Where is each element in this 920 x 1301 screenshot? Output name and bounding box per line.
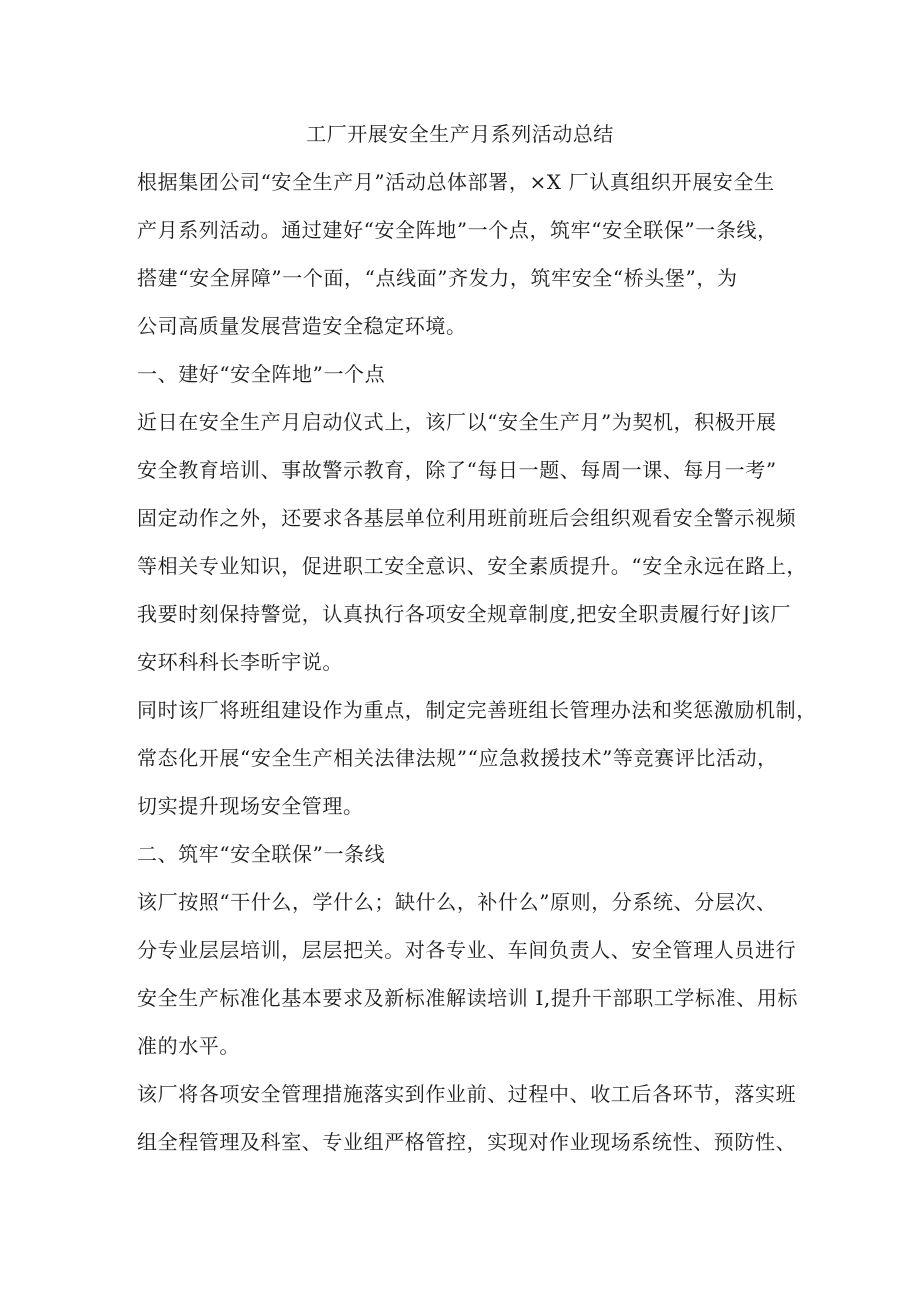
text-line: 组全程管理及科室、专业组严格管控，实现对作业现场系统性、预防性、 [137, 1130, 797, 1154]
text-line: 安全教育培训、事故警示教育，除了“每日一题、每周一课、每月一考” [137, 458, 777, 482]
text-line: 固定动作之外，还要求各基层单位利用班前班后会组织观看安全警示视频 [137, 506, 797, 530]
text-line: 等相关专业知识，促进职工安全意识、安全素质提升。“安全永远在路上， [137, 554, 808, 578]
section2-paragraph-2 [137, 1070, 797, 1166]
text-line: 产月系列活动。通过建好“安全阵地”一个点，筑牢“安全联保”一条线， [137, 218, 778, 242]
intro-paragraph [137, 158, 797, 350]
text-line: 公司高质量发展营造安全稳定环境。 [137, 314, 467, 338]
section2-paragraph-1 [137, 878, 797, 1070]
text-line: 该厂按照“干什么，学什么；缺什么，补什么”原则，分系统、分层次、 [137, 890, 777, 914]
section-heading-1 [137, 350, 797, 398]
text-line: 分专业层层培训，层层把关。对各专业、车间负责人、安全管理人员进行 [137, 938, 797, 962]
text-line: 我要时刻保持警觉，认真执行各项安全规章制度,把安全职责履行好⌋该厂 [137, 602, 791, 626]
text-line: 准的水平。 [137, 1034, 240, 1058]
text-line: 安全生产标准化基本要求及新标准解读培训 I,提升干部职工学标准、用标 [137, 986, 799, 1010]
text-line: 切实提升现场安全管理。 [137, 794, 364, 818]
text-line: 安环科科长李昕宇说。 [137, 650, 343, 674]
document-title: 工厂开展安全生产月系列活动总结 [306, 122, 614, 146]
text-line: 搭建“安全屏障”一个面，“点线面”齐发力，筑牢安全“桥头堡”，为 [137, 266, 738, 290]
text-line: 根据集团公司“安全生产月”活动总体部署，×X 厂认真组织开展安全生 [137, 170, 775, 194]
section1-paragraph-2 [137, 686, 817, 830]
text-line: 常态化开展“安全生产相关法律法规”“应急救援技术”等竞赛评比活动， [137, 746, 778, 770]
text-line: 近日在安全生产月启动仪式上，该厂以“安全生产月”为契机，积极开展 [137, 410, 777, 434]
text-line: 同时该厂将班组建设作为重点，制定完善班组长管理办法和奖惩激励机制， [137, 698, 817, 722]
heading-text: 一、建好“安全阵地”一个点 [137, 362, 386, 386]
section-heading-2 [137, 830, 797, 878]
section1-paragraph-1 [137, 398, 808, 686]
text-line: 该厂将各项安全管理措施落实到作业前、过程中、收工后各环节，落实班 [137, 1082, 797, 1106]
heading-text: 二、筑牢“安全联保”一条线 [137, 842, 386, 866]
